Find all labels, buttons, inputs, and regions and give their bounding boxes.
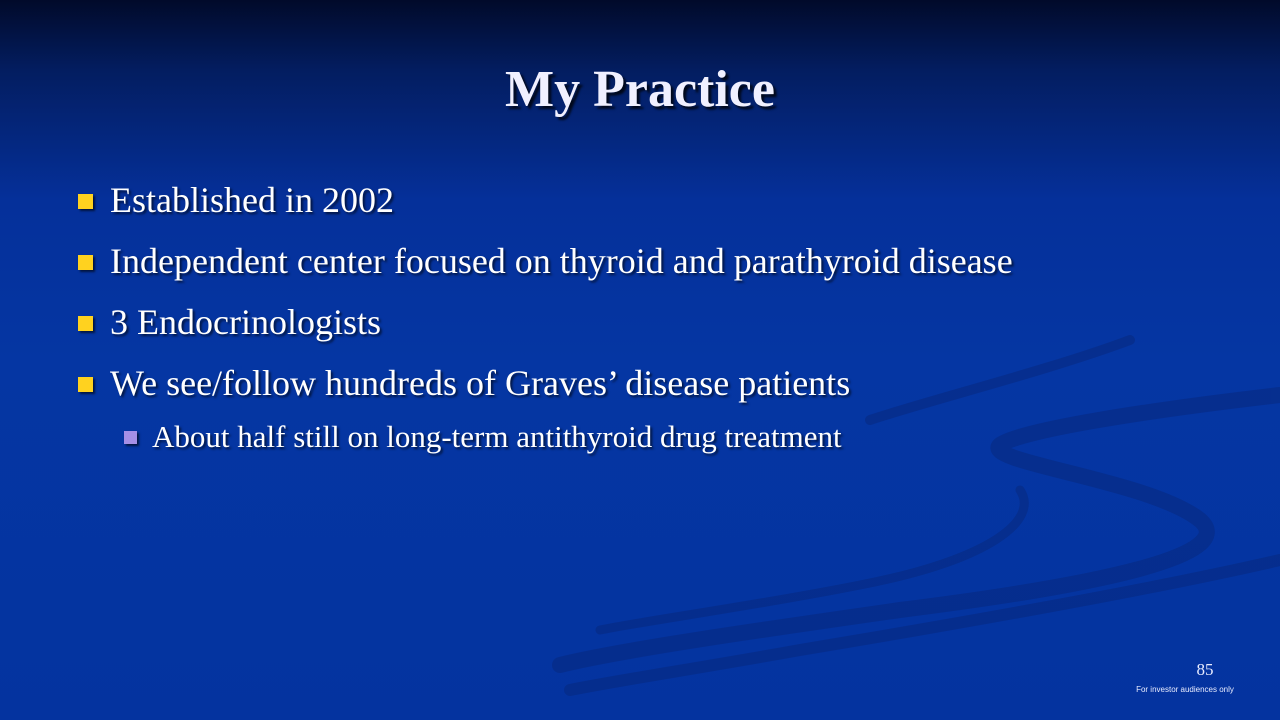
bullet-item bbox=[78, 292, 1228, 353]
square-bullet-icon bbox=[78, 377, 93, 392]
bullet-list bbox=[78, 170, 1228, 460]
square-sub-bullet-icon bbox=[124, 431, 137, 444]
bullet-text: Independent center focused on thyroid and parathyroid disease bbox=[110, 241, 1013, 281]
page-number: 85 bbox=[1196, 660, 1214, 679]
bullet-text: Established in 2002 bbox=[110, 180, 394, 220]
bullet-item bbox=[78, 170, 1228, 231]
bullet-item bbox=[78, 353, 1228, 414]
square-bullet-icon bbox=[78, 255, 93, 270]
bullet-item bbox=[78, 231, 1228, 292]
slide-title: My Practice bbox=[505, 61, 775, 118]
disclaimer-text: For investor audiences only bbox=[1136, 685, 1234, 694]
bullet-text: We see/follow hundreds of Graves’ disease patients bbox=[110, 363, 851, 403]
sub-bullet-text: About half still on long-term antithyroid drug treatment bbox=[152, 419, 842, 454]
sub-bullet-item bbox=[124, 414, 1228, 460]
bullet-text: 3 Endocrinologists bbox=[110, 302, 381, 342]
square-bullet-icon bbox=[78, 316, 93, 331]
square-bullet-icon bbox=[78, 194, 93, 209]
